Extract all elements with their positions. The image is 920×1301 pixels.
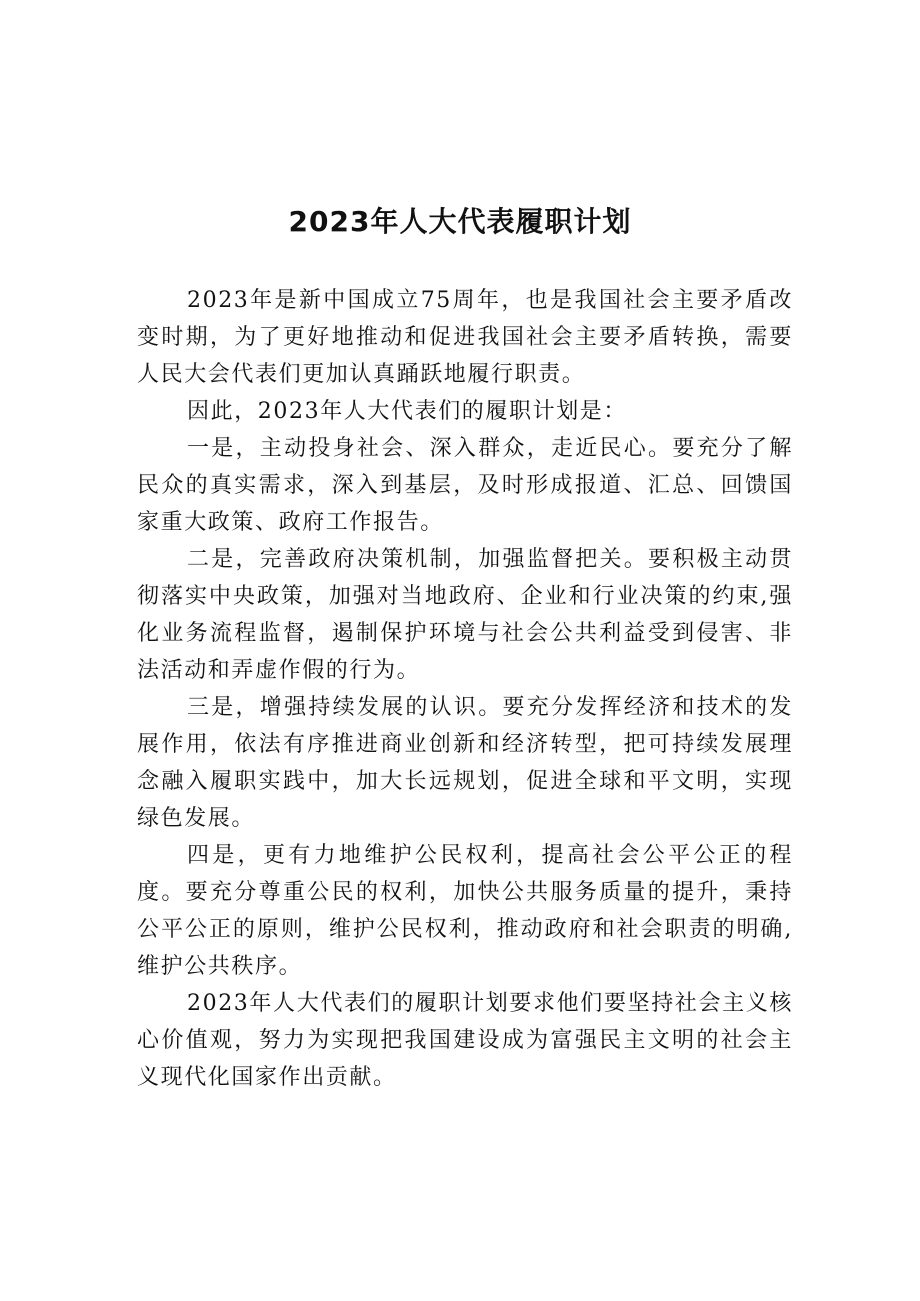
paragraph-plan-lead: 因此，2023年人大代表们的履职计划是： bbox=[187, 399, 627, 424]
paragraph-point-three: 三是，增强持续发展的认识。要充分发挥经济和技术的发展作用，依法有序推进商业创新和经济转型，把可持续发展理念融入履职实践中，加大长远规划，促进全球和平文明，实现绿色发展。 bbox=[137, 695, 793, 831]
paragraph-intro: 2023年是新中国成立75周年，也是我国社会主要矛盾改变时期，为了更好地推动和促进我国社会主要矛盾转换，需要人民大会代表们更加认真踊跃地履行职责。 bbox=[137, 288, 793, 387]
paragraph-point-one: 一是，主动投身社会、深入群众，走近民心。要充分了解民众的真实需求，深入到基层，及时形成报道、汇总、回馈国家重大政策、政府工作报告。 bbox=[137, 436, 793, 535]
paragraph-point-four: 四是，更有力地维护公民权利，提高社会公平公正的程度。要充分尊重公民的权利，加快公共服务质量的提升，秉持公平公正的原则，维护公民权利，推动政府和社会职责的明确,维护公共秩序。 bbox=[137, 843, 793, 979]
document-title: 2023年人大代表履职计划 bbox=[288, 205, 632, 238]
paragraph-point-two: 二是，完善政府决策机制，加强监督把关。要积极主动贯彻落实中央政策，加强对当地政府、企业和行业决策的约束,强化业务流程监督，遏制保护环境与社会公共利益受到侵害、非法活动和弄虚作假的行为。 bbox=[137, 547, 793, 683]
paragraph-conclusion: 2023年人大代表们的履职计划要求他们要坚持社会主义核心价值观，努力为实现把我国建设成为富强民主文明的社会主义现代化国家作出贡献。 bbox=[137, 991, 793, 1090]
document-body bbox=[137, 282, 793, 1096]
